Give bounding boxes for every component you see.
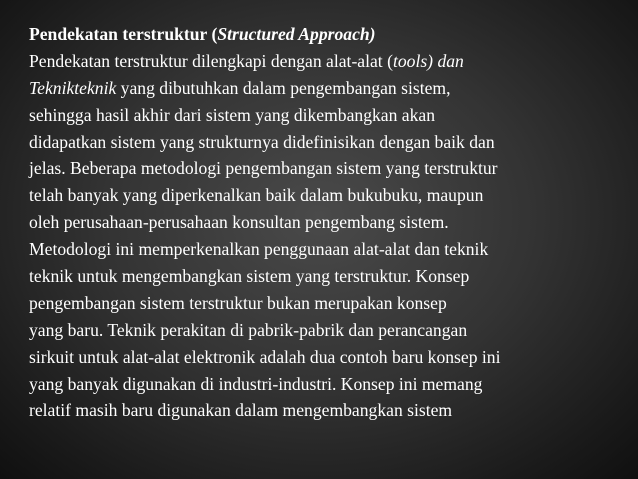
paragraph-line: yang banyak digunakan di industri-industri. Konsep ini memang xyxy=(29,373,483,394)
paragraph-line: jelas. Beberapa metodologi pengembangan sistem yang terstruktur xyxy=(29,158,498,179)
paragraph-line: sirkuit untuk alat-alat elektronik adalah dua contoh baru konsep ini xyxy=(29,346,501,367)
paragraph-line: didapatkan sistem yang strukturnya didefinisikan dengan baik dan xyxy=(29,131,495,152)
slide-content xyxy=(29,21,633,424)
paragraph-line: Metodologi ini memperkenalkan penggunaan alat-alat dan teknik xyxy=(29,239,489,260)
heading-text: Pendekatan terstruktur ( xyxy=(29,24,218,44)
line-italic-text: Teknikteknik xyxy=(29,77,117,98)
paragraph-line xyxy=(29,75,633,102)
paragraph-line: pengembangan sistem terstruktur bukan merupakan konsep xyxy=(29,292,447,313)
paragraph-line: oleh perusahaan-perusahaan konsultan pengembang sistem. xyxy=(29,212,449,233)
line-text: yang dibutuhkan dalam pengembangan sistem, xyxy=(116,77,451,98)
paragraph-line xyxy=(29,48,633,75)
paragraph-line: sehingga hasil akhir dari sistem yang dikembangkan akan xyxy=(29,104,436,125)
line-italic-text: tools) dan xyxy=(392,50,464,71)
heading-italic-text: Structured Approach) xyxy=(217,24,376,44)
paragraph-line: relatif masih baru digunakan dalam mengembangkan sistem xyxy=(29,400,453,421)
paragraph-line: yang baru. Teknik perakitan di pabrik-pabrik dan perancangan xyxy=(29,319,468,340)
paragraph-line: telah banyak yang diperkenalkan baik dalam bukubuku, maupun xyxy=(29,185,484,206)
slide-heading xyxy=(29,21,633,48)
line-text: Pendekatan terstruktur dilengkapi dengan alat-alat ( xyxy=(29,50,393,71)
paragraph-line: teknik untuk mengembangkan sistem yang terstruktur. Konsep xyxy=(29,266,470,287)
